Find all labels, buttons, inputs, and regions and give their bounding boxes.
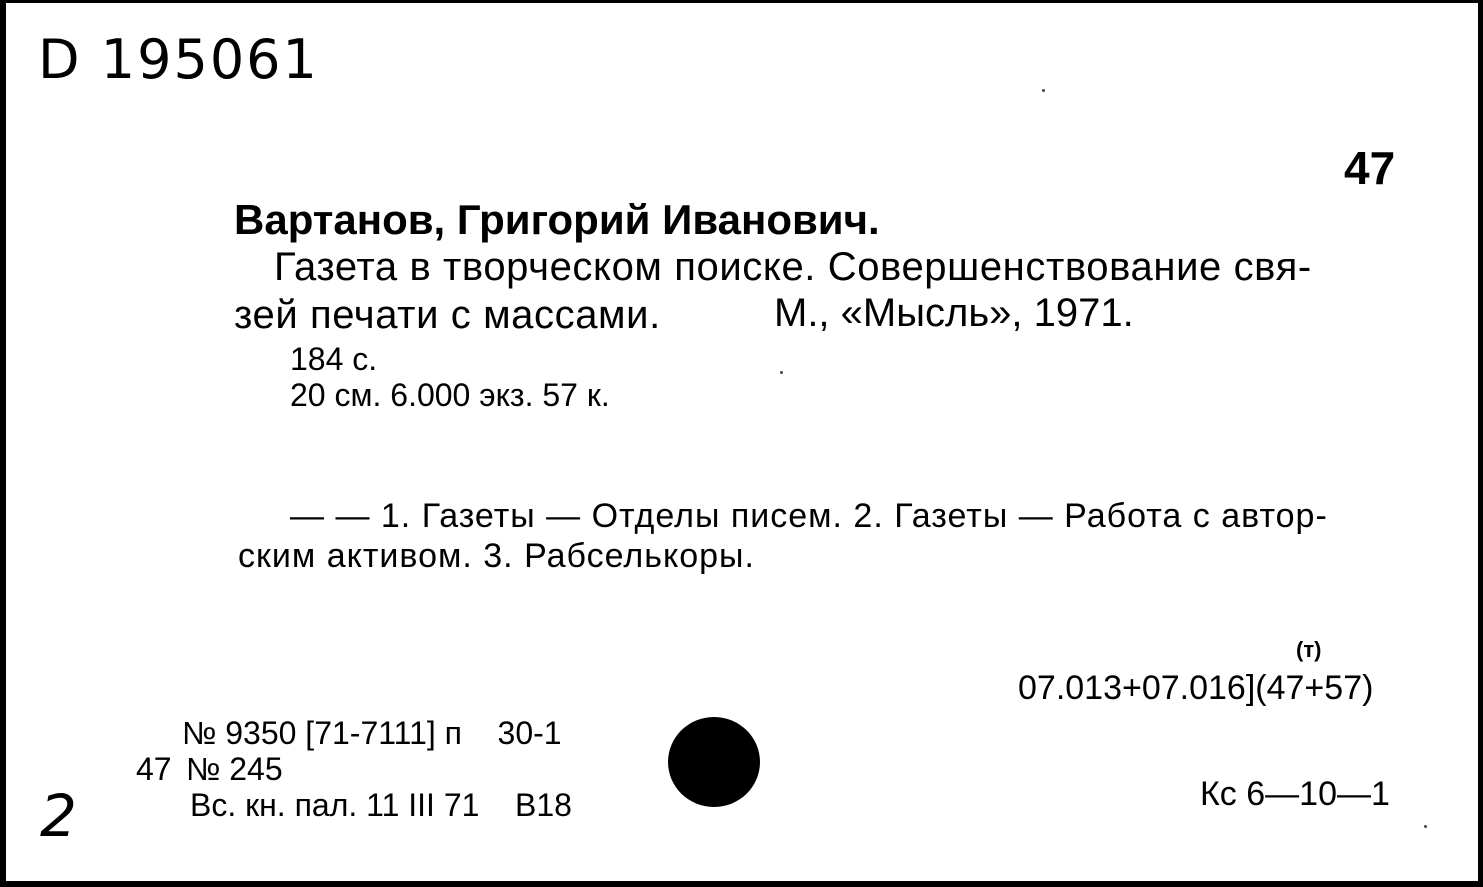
- region-number: № 245: [186, 751, 283, 787]
- imprint: М., «Мысль», 1971.: [774, 291, 1134, 335]
- kc-code: Кс 6—10—1: [1200, 775, 1390, 813]
- subjects-line-1: — — 1. Газеты — Отделы писем. 2. Газеты — Работа с автор-: [290, 497, 1328, 535]
- speck: [1424, 825, 1427, 828]
- order-line: № 9350 [71-7111] п 30-1: [182, 715, 562, 751]
- speck: [780, 371, 783, 374]
- mark-t: (т): [1296, 637, 1322, 662]
- speck: [1042, 89, 1045, 92]
- index-number: 47: [1344, 142, 1396, 194]
- signed-line: Вс. кн. пал. 11 III 71 В18: [190, 787, 572, 823]
- hand-mark: 2: [40, 782, 77, 850]
- subjects-line-2: ским активом. 3. Рабселькоры.: [238, 537, 755, 575]
- classification: 07.013+07.016](47+57): [1018, 669, 1374, 707]
- call-number: D 195061: [38, 28, 319, 91]
- physical-description: 20 см. 6.000 экз. 57 к.: [290, 377, 610, 413]
- punch-hole: [668, 717, 760, 807]
- title-line-1: Газета в творческом поиске. Совершенствование свя-: [274, 245, 1312, 289]
- region-prefix: 47: [136, 751, 172, 787]
- title-line-2-a: зей печати с массами.: [234, 293, 661, 337]
- author-heading: Вартанов, Григорий Иванович.: [234, 196, 880, 243]
- pages: 184 с.: [290, 341, 378, 377]
